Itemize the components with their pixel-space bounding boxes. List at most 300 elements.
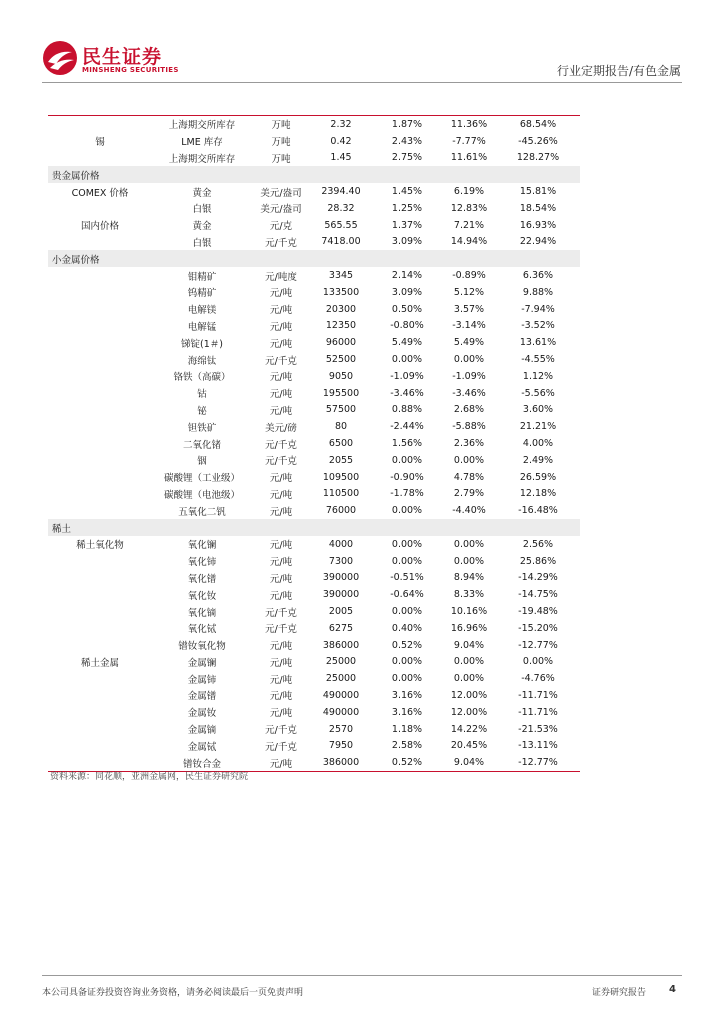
- weekly-change-cell: -1.78%: [390, 488, 424, 500]
- price-cell: 96000: [325, 337, 357, 349]
- item-name-cell: 黄金: [192, 187, 212, 199]
- table-row: [48, 670, 580, 687]
- item-name-cell: 上海期交所库存: [168, 153, 236, 165]
- monthly-change-cell: -4.40%: [452, 505, 486, 517]
- table-row: [48, 704, 580, 721]
- unit-cell: 元/吨: [269, 338, 293, 350]
- ytd-change-cell: 22.94%: [519, 236, 557, 248]
- table-row: [48, 469, 580, 486]
- category-cell: [48, 687, 152, 704]
- price-cell: 57500: [325, 404, 357, 416]
- price-cell: 25000: [325, 656, 357, 668]
- category-cell: [48, 670, 152, 687]
- item-name-cell: 氧化镧: [187, 540, 217, 552]
- category-cell: [48, 435, 152, 452]
- unit-cell: 万吨: [252, 116, 310, 133]
- table-row: [48, 452, 580, 469]
- category-cell: 锡: [95, 137, 105, 149]
- report-type: 行业定期报告/有色金属: [556, 64, 681, 78]
- price-cell: 80: [334, 421, 348, 433]
- table-row: [48, 536, 580, 553]
- unit-cell: 元/吨: [269, 573, 293, 585]
- price-cell: 2394.40: [321, 186, 361, 198]
- monthly-change-cell: 7.21%: [453, 219, 485, 231]
- category-cell: [48, 301, 152, 318]
- category-cell: [48, 418, 152, 435]
- item-name-cell: 白银: [192, 237, 212, 249]
- price-cell: 7300: [328, 555, 354, 567]
- monthly-change-cell: -5.88%: [452, 421, 486, 433]
- weekly-change-cell: 0.88%: [391, 404, 423, 416]
- table-row: [48, 687, 580, 704]
- weekly-change-cell: 3.09%: [391, 286, 423, 298]
- ytd-change-cell: -13.11%: [518, 740, 558, 752]
- metal-price-table: [48, 115, 580, 772]
- category-cell: [48, 637, 152, 654]
- item-name-cell: 铟: [197, 456, 207, 468]
- ytd-change-cell: 26.59%: [519, 471, 557, 483]
- monthly-change-cell: 3.57%: [453, 303, 485, 315]
- category-cell: [48, 620, 152, 637]
- table-row: [48, 418, 580, 435]
- weekly-change-cell: 1.37%: [391, 219, 423, 231]
- price-cell: 7950: [328, 740, 354, 752]
- item-name-cell: 镨钕氧化物: [178, 641, 226, 653]
- price-cell: 565.55: [324, 219, 358, 231]
- weekly-change-cell: 0.00%: [391, 656, 423, 668]
- price-cell: 490000: [322, 706, 360, 718]
- ytd-change-cell: -4.55%: [521, 354, 555, 366]
- category-cell: [48, 570, 152, 587]
- unit-cell: 元/吨: [269, 674, 293, 686]
- weekly-change-cell: -0.64%: [390, 589, 424, 601]
- ytd-change-cell: 4.00%: [522, 438, 554, 450]
- item-name-cell: 上海期交所库存: [152, 116, 252, 133]
- weekly-change-cell: 0.00%: [391, 673, 423, 685]
- ytd-change-cell: 16.93%: [519, 219, 557, 231]
- ytd-change-cell: -5.56%: [521, 387, 555, 399]
- category-cell: [48, 553, 152, 570]
- category-cell: 国内价格: [80, 221, 119, 233]
- price-cell: 133500: [322, 286, 360, 298]
- footer-disclaimer: 本公司具备证券投资咨询业务资格，请务必阅读最后一页免责声明: [42, 988, 304, 998]
- category-cell: [48, 603, 152, 620]
- table-row: [48, 486, 580, 503]
- weekly-change-cell: 1.87%: [380, 116, 442, 133]
- ytd-change-cell: 21.21%: [519, 421, 557, 433]
- footer-report-label: 证券研究报告: [591, 988, 646, 998]
- table-row: [48, 435, 580, 452]
- ytd-change-cell: 12.18%: [519, 488, 557, 500]
- price-cell: 386000: [310, 754, 380, 771]
- monthly-change-cell: 12.00%: [450, 706, 488, 718]
- monthly-change-cell: 11.36%: [442, 116, 504, 133]
- category-cell: [48, 402, 152, 419]
- table-row: [48, 234, 580, 251]
- table-row: [48, 267, 580, 284]
- monthly-change-cell: 6.19%: [453, 186, 485, 198]
- item-name-cell: 铋: [197, 405, 207, 417]
- logo-text-cn: 民生证券: [82, 46, 163, 68]
- unit-cell: 元/吨: [269, 305, 293, 317]
- table-row: [48, 737, 580, 754]
- weekly-change-cell: 0.00%: [391, 505, 423, 517]
- unit-cell: 万吨: [271, 153, 291, 165]
- ytd-change-cell: 2.49%: [522, 454, 554, 466]
- monthly-change-cell: 5.12%: [453, 286, 485, 298]
- unit-cell: 元/吨: [269, 590, 293, 602]
- monthly-change-cell: 0.00%: [453, 673, 485, 685]
- item-name-cell: 电解锰: [187, 321, 217, 333]
- category-cell: [48, 502, 152, 519]
- category-cell: [48, 351, 152, 368]
- item-name-cell: 金属镝: [187, 725, 217, 737]
- category-cell: COMEX 价格: [71, 187, 129, 199]
- price-cell: 12350: [325, 320, 357, 332]
- footer-divider: [42, 975, 682, 976]
- price-cell: 4000: [328, 538, 354, 550]
- table-row: [48, 385, 580, 402]
- table-row: [48, 200, 580, 217]
- item-name-cell: 碳酸锂（工业级）: [163, 473, 240, 485]
- company-logo: [42, 38, 222, 78]
- category-cell: [48, 586, 152, 603]
- monthly-change-cell: 16.96%: [450, 622, 488, 634]
- unit-cell: 元/吨: [269, 641, 293, 653]
- table-row: [48, 318, 580, 335]
- ytd-change-cell: -45.26%: [518, 135, 558, 147]
- item-name-cell: 钨精矿: [187, 288, 217, 300]
- price-cell: 1.45: [330, 152, 352, 164]
- monthly-change-cell: 0.00%: [453, 555, 485, 567]
- item-name-cell: 氧化铈: [187, 557, 217, 569]
- unit-cell: 元/千克: [265, 624, 297, 636]
- monthly-change-cell: 12.00%: [450, 689, 488, 701]
- item-name-cell: 镨钕合金: [152, 754, 252, 771]
- item-name-cell: 白银: [192, 204, 212, 216]
- ytd-change-cell: 68.54%: [504, 116, 580, 133]
- ytd-change-cell: 128.27%: [516, 152, 560, 164]
- unit-cell: 元/吨: [269, 389, 293, 401]
- ytd-change-cell: 13.61%: [519, 337, 557, 349]
- ytd-change-cell: -16.48%: [518, 505, 558, 517]
- item-name-cell: 金属钕: [187, 708, 217, 720]
- item-name-cell: 氧化钕: [187, 590, 217, 602]
- table-row: [48, 133, 580, 150]
- table-row: [48, 301, 580, 318]
- weekly-change-cell: 0.00%: [391, 354, 423, 366]
- ytd-change-cell: -14.75%: [518, 589, 558, 601]
- monthly-change-cell: -1.09%: [452, 370, 486, 382]
- item-name-cell: LME 库存: [181, 137, 223, 149]
- weekly-change-cell: 1.25%: [391, 202, 423, 214]
- monthly-change-cell: 10.16%: [450, 606, 488, 617]
- unit-cell: 元/吨: [269, 540, 293, 552]
- ytd-change-cell: 1.12%: [522, 370, 554, 382]
- item-name-cell: 五氧化二钒: [178, 506, 226, 518]
- unit-cell: 元/千克: [265, 607, 297, 619]
- weekly-change-cell: 5.49%: [391, 337, 423, 349]
- table-row: [48, 654, 580, 671]
- item-name-cell: 氧化镝: [187, 607, 217, 619]
- logo-text-en: MINSHENG SECURITIES: [82, 66, 179, 74]
- price-cell: 76000: [325, 505, 357, 517]
- price-cell: 3345: [328, 270, 354, 282]
- unit-cell: 元/千克: [265, 725, 297, 737]
- category-cell: [48, 318, 152, 335]
- monthly-change-cell: 2.79%: [453, 488, 485, 500]
- category-cell: [48, 452, 152, 469]
- table-row: [48, 502, 580, 519]
- category-cell: [48, 469, 152, 486]
- weekly-change-cell: 0.00%: [391, 555, 423, 567]
- price-cell: 9050: [328, 370, 354, 382]
- category-cell: [48, 200, 152, 217]
- unit-cell: 元/吨: [269, 489, 293, 501]
- table-row: [48, 351, 580, 368]
- price-cell: 109500: [322, 471, 360, 483]
- price-cell: 0.42: [330, 135, 352, 147]
- category-cell: [48, 704, 152, 721]
- unit-cell: 元/吨: [252, 754, 310, 771]
- unit-cell: 元/吨: [269, 557, 293, 569]
- unit-cell: 美元/磅: [265, 422, 297, 434]
- unit-cell: 元/吨: [269, 657, 293, 669]
- monthly-change-cell: 0.00%: [453, 354, 485, 366]
- table-row: [48, 217, 580, 234]
- unit-cell: 元/吨度: [265, 271, 297, 283]
- monthly-change-cell: 9.04%: [453, 639, 485, 651]
- weekly-change-cell: 0.00%: [391, 454, 423, 466]
- ytd-change-cell: 2.56%: [522, 538, 554, 550]
- weekly-change-cell: 2.75%: [391, 152, 423, 164]
- ytd-change-cell: -4.76%: [521, 673, 555, 685]
- price-cell: 6275: [328, 622, 354, 634]
- weekly-change-cell: 3.09%: [391, 236, 423, 248]
- item-name-cell: 金属铽: [187, 741, 217, 753]
- weekly-change-cell: 1.18%: [391, 723, 423, 735]
- category-cell: [48, 368, 152, 385]
- table-row: [48, 284, 580, 301]
- monthly-change-cell: 4.78%: [453, 471, 485, 483]
- monthly-change-cell: 2.68%: [453, 404, 485, 416]
- table-row: [48, 721, 580, 738]
- weekly-change-cell: 0.00%: [391, 538, 423, 550]
- unit-cell: 元/吨: [269, 405, 293, 417]
- item-name-cell: 金属铈: [187, 674, 217, 686]
- price-cell: 110500: [322, 488, 360, 500]
- ytd-change-cell: 15.81%: [519, 186, 557, 198]
- price-cell: 20300: [325, 303, 357, 315]
- price-cell: 2055: [328, 454, 354, 466]
- weekly-change-cell: -3.46%: [390, 387, 424, 399]
- price-cell: 6500: [328, 438, 354, 450]
- page-number: 4: [669, 984, 676, 995]
- weekly-change-cell: -2.44%: [390, 421, 424, 433]
- category-cell: [48, 486, 152, 503]
- weekly-change-cell: 2.58%: [391, 740, 423, 752]
- unit-cell: 元/吨: [269, 473, 293, 485]
- price-cell: 2.32: [310, 116, 380, 133]
- price-cell: 490000: [322, 689, 360, 701]
- minsheng-logo-icon: [42, 40, 78, 76]
- section-title: 小金属价格: [48, 250, 580, 267]
- item-name-cell: 黄金: [192, 221, 212, 233]
- data-source-note: 资料来源：同花顺，亚洲金属网，民生证券研究院: [50, 772, 249, 782]
- section-header-row: [48, 250, 580, 267]
- price-cell: 7418.00: [321, 236, 361, 248]
- category-cell: 稀土金属: [80, 657, 119, 669]
- item-name-cell: 钽铁矿: [187, 422, 217, 434]
- monthly-change-cell: 5.49%: [453, 337, 485, 349]
- table-row: [48, 620, 580, 637]
- ytd-change-cell: -3.52%: [521, 320, 555, 332]
- unit-cell: 元/千克: [265, 237, 297, 249]
- monthly-change-cell: -0.89%: [452, 270, 486, 282]
- category-cell: [48, 234, 152, 251]
- unit-cell: 元/吨: [269, 321, 293, 333]
- item-name-cell: 碳酸锂（电池级）: [163, 489, 240, 501]
- price-cell: 390000: [322, 572, 360, 584]
- unit-cell: 元/吨: [269, 372, 293, 384]
- category-cell: [48, 284, 152, 301]
- weekly-change-cell: 0.00%: [391, 606, 423, 617]
- table-row: [48, 116, 580, 133]
- weekly-change-cell: 0.40%: [391, 622, 423, 634]
- price-cell: 25000: [325, 673, 357, 685]
- table-row: [48, 553, 580, 570]
- weekly-change-cell: 0.50%: [391, 303, 423, 315]
- monthly-change-cell: 14.94%: [450, 236, 488, 248]
- item-name-cell: 氧化铽: [187, 624, 217, 636]
- item-name-cell: 金属镨: [187, 691, 217, 703]
- item-name-cell: 氧化镨: [187, 573, 217, 585]
- table-row: [48, 586, 580, 603]
- monthly-change-cell: 14.22%: [450, 723, 488, 735]
- ytd-change-cell: -15.20%: [518, 622, 558, 634]
- table-row: [48, 637, 580, 654]
- unit-cell: 元/千克: [265, 741, 297, 753]
- unit-cell: 元/吨: [269, 708, 293, 720]
- unit-cell: 元/吨: [269, 691, 293, 703]
- item-name-cell: 钴: [197, 389, 207, 401]
- section-title: 贵金属价格: [48, 166, 580, 183]
- price-cell: 386000: [322, 639, 360, 651]
- ytd-change-cell: -19.48%: [518, 606, 558, 617]
- weekly-change-cell: 3.16%: [391, 689, 423, 701]
- ytd-change-cell: -12.77%: [518, 639, 558, 651]
- ytd-change-cell: -21.53%: [518, 723, 558, 735]
- weekly-change-cell: 0.52%: [391, 639, 423, 651]
- ytd-change-cell: 6.36%: [522, 270, 554, 282]
- weekly-change-cell: -0.51%: [390, 572, 424, 584]
- ytd-change-cell: -7.94%: [521, 303, 555, 315]
- category-cell: 稀土氧化物: [76, 540, 124, 552]
- unit-cell: 元/克: [269, 221, 293, 233]
- section-header-row: [48, 519, 580, 536]
- ytd-change-cell: -11.71%: [518, 689, 558, 701]
- table-row: [48, 603, 580, 620]
- category-cell: [48, 267, 152, 284]
- ytd-change-cell: -14.29%: [518, 572, 558, 584]
- monthly-change-cell: 11.61%: [450, 152, 488, 164]
- table-row: [48, 334, 580, 351]
- item-name-cell: 钼精矿: [187, 271, 217, 283]
- monthly-change-cell: 20.45%: [450, 740, 488, 752]
- price-cell: 2005: [328, 606, 354, 617]
- price-cell: 2570: [328, 723, 354, 735]
- weekly-change-cell: 1.56%: [391, 438, 423, 450]
- category-cell: [48, 334, 152, 351]
- table-row: [48, 402, 580, 419]
- unit-cell: 美元/盎司: [260, 187, 302, 199]
- monthly-change-cell: 9.04%: [442, 754, 504, 771]
- item-name-cell: 二氧化锗: [182, 439, 221, 451]
- table-row: [48, 570, 580, 587]
- weekly-change-cell: -1.09%: [390, 370, 424, 382]
- price-cell: 28.32: [327, 202, 355, 214]
- item-name-cell: 锑锭(1＃): [181, 338, 223, 350]
- category-cell: [48, 737, 152, 754]
- item-name-cell: 金属镧: [187, 657, 217, 669]
- header-divider: [42, 82, 682, 83]
- item-name-cell: 海绵钛: [187, 355, 217, 367]
- table-row: [48, 150, 580, 167]
- table-row: [48, 183, 580, 200]
- monthly-change-cell: -3.14%: [452, 320, 486, 332]
- unit-cell: 万吨: [271, 137, 291, 149]
- ytd-change-cell: -12.77%: [504, 754, 580, 771]
- category-cell: [48, 721, 152, 738]
- monthly-change-cell: 0.00%: [453, 656, 485, 668]
- ytd-change-cell: 9.88%: [522, 286, 554, 298]
- unit-cell: 元/吨: [269, 506, 293, 518]
- price-cell: 390000: [322, 589, 360, 601]
- weekly-change-cell: 0.52%: [380, 754, 442, 771]
- monthly-change-cell: 12.83%: [450, 202, 488, 214]
- section-header-row: [48, 166, 580, 183]
- monthly-change-cell: 8.94%: [453, 572, 485, 584]
- category-cell: [48, 116, 152, 133]
- unit-cell: 元/千克: [265, 355, 297, 367]
- unit-cell: 元/千克: [265, 439, 297, 451]
- weekly-change-cell: -0.80%: [390, 320, 424, 332]
- price-cell: 195500: [322, 387, 360, 399]
- ytd-change-cell: 0.00%: [522, 656, 554, 668]
- ytd-change-cell: 3.60%: [522, 404, 554, 416]
- weekly-change-cell: 2.14%: [391, 270, 423, 282]
- monthly-change-cell: 0.00%: [453, 538, 485, 550]
- category-cell: [48, 150, 152, 167]
- weekly-change-cell: 3.16%: [391, 706, 423, 718]
- weekly-change-cell: 1.45%: [391, 186, 423, 198]
- item-name-cell: 电解镁: [187, 305, 217, 317]
- ytd-change-cell: -11.71%: [518, 706, 558, 718]
- monthly-change-cell: 8.33%: [453, 589, 485, 601]
- item-name-cell: 铬铁（高碳）: [173, 372, 231, 384]
- category-cell: [48, 385, 152, 402]
- monthly-change-cell: 2.36%: [453, 438, 485, 450]
- weekly-change-cell: -0.90%: [390, 471, 424, 483]
- ytd-change-cell: 18.54%: [519, 202, 557, 214]
- monthly-change-cell: -7.77%: [452, 135, 486, 147]
- section-title: 稀土: [48, 519, 580, 536]
- price-cell: 52500: [325, 354, 357, 366]
- monthly-change-cell: -3.46%: [452, 387, 486, 399]
- monthly-change-cell: 0.00%: [453, 454, 485, 466]
- ytd-change-cell: 25.86%: [519, 555, 557, 567]
- unit-cell: 元/吨: [269, 288, 293, 300]
